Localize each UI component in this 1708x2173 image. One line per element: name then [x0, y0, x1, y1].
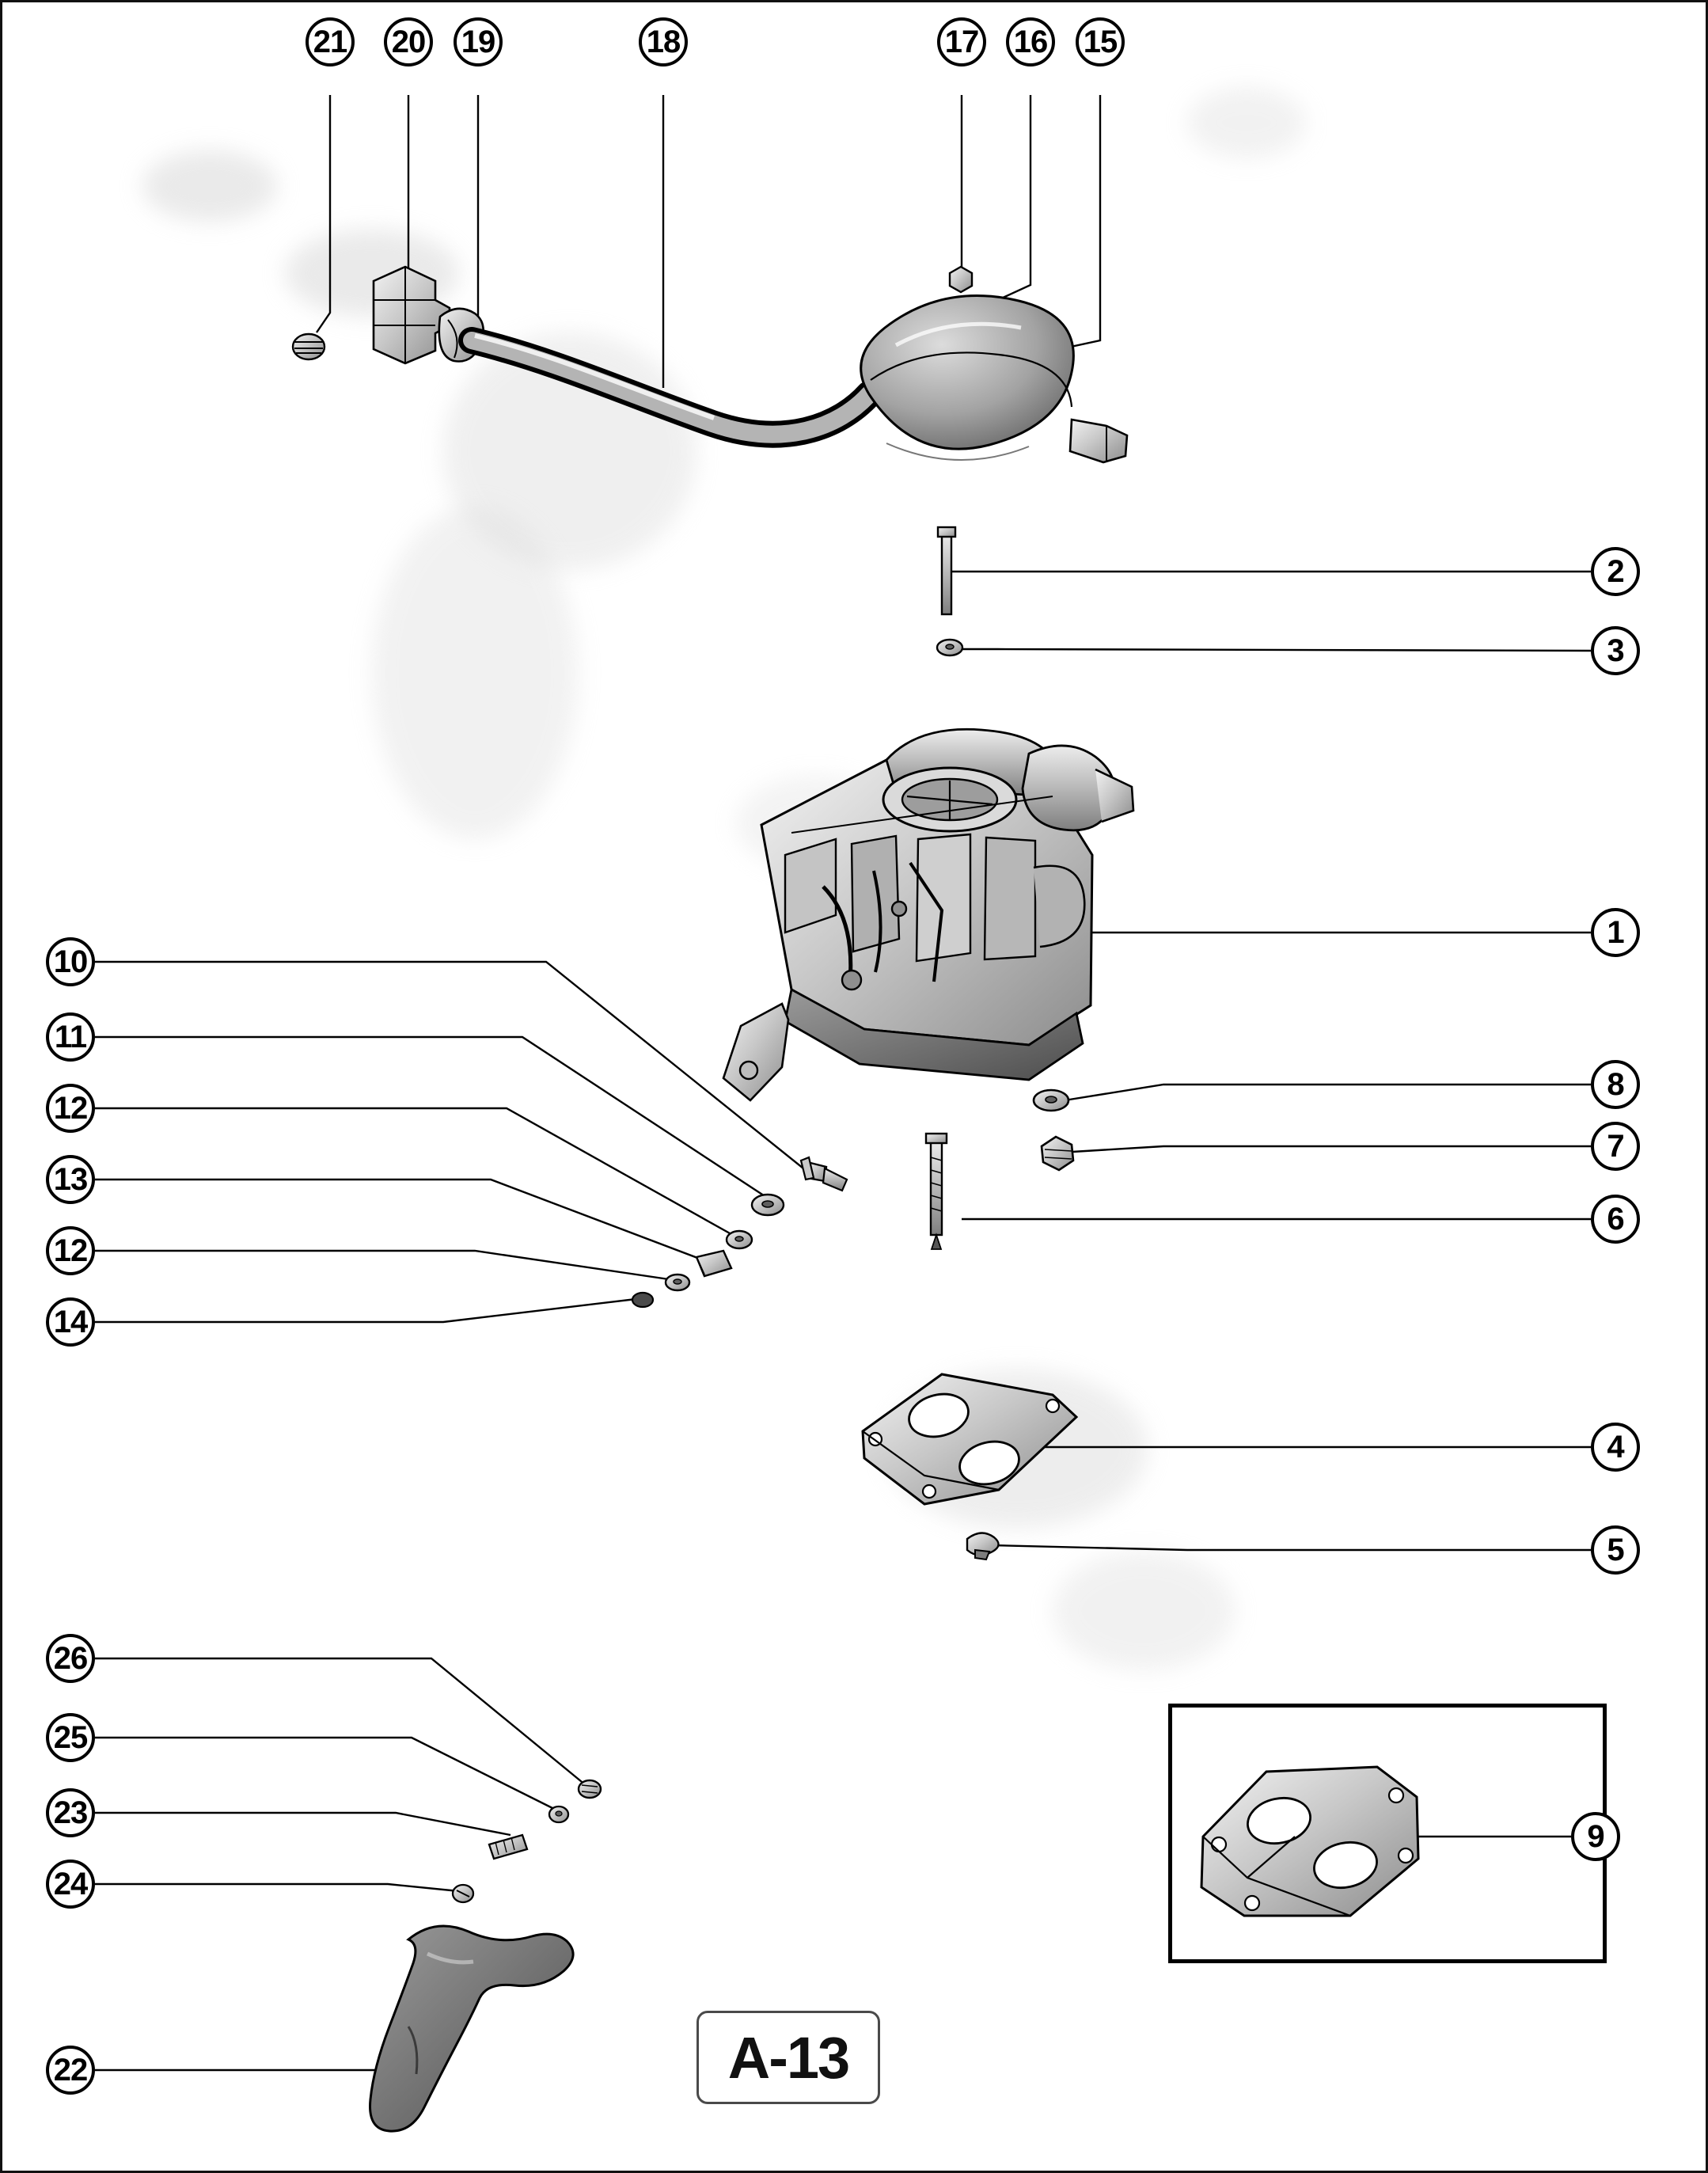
part-18-fuel-hose [472, 336, 869, 435]
part-1-carburetor-assembly [723, 729, 1133, 1100]
callout-label: 5 [1607, 1532, 1624, 1567]
callout-20[interactable] [384, 17, 433, 66]
part-21-nut [293, 334, 325, 359]
callout-label: 26 [53, 1640, 88, 1676]
callout-label: 9 [1587, 1818, 1604, 1854]
callout-label: 1 [1607, 914, 1624, 950]
callout-label: 16 [1013, 24, 1048, 59]
callout-15[interactable] [1076, 17, 1125, 66]
callout-1[interactable] [1591, 908, 1640, 957]
callout-22[interactable] [46, 2046, 95, 2095]
callout-label: 10 [53, 944, 88, 979]
callout-label: 2 [1607, 553, 1624, 589]
callout-label: 15 [1083, 24, 1118, 59]
callout-label: 3 [1607, 633, 1624, 668]
part-26-nut [579, 1780, 601, 1798]
part-13-bushing [696, 1251, 731, 1276]
part-17-nut [950, 267, 972, 292]
part-25-washer [549, 1806, 568, 1822]
part-3-washer [937, 640, 962, 655]
callout-25[interactable] [46, 1713, 95, 1762]
callout-label: 21 [313, 24, 347, 59]
part-22-throttle-lever [370, 1926, 574, 2131]
callout-16[interactable] [1006, 17, 1055, 66]
part-20-fitting [374, 267, 450, 363]
part-10-screw [801, 1157, 847, 1191]
callout-12-lower[interactable] [46, 1226, 95, 1275]
callout-3[interactable] [1591, 626, 1640, 675]
callout-label: 4 [1607, 1429, 1624, 1464]
callout-label: 25 [53, 1719, 88, 1755]
callout-label: 22 [53, 2052, 88, 2088]
part-4-gasket [863, 1374, 1076, 1504]
part-23-pin [489, 1835, 527, 1859]
inset-frame [1168, 1704, 1607, 1963]
callout-18[interactable] [639, 17, 688, 66]
callout-23[interactable] [46, 1788, 95, 1837]
callout-24[interactable] [46, 1860, 95, 1909]
part-7-nut [1042, 1137, 1073, 1170]
callout-label: 23 [53, 1795, 88, 1830]
callout-10[interactable] [46, 937, 95, 986]
part-24-screw [453, 1885, 473, 1902]
callout-label: 24 [53, 1866, 88, 1901]
part-6-long-screw [926, 1134, 947, 1249]
callout-label: 17 [944, 24, 979, 59]
part-12-spacer [666, 1275, 689, 1290]
callout-label: 12 [53, 1233, 88, 1268]
part-5-plug [967, 1533, 999, 1559]
callout-label: 20 [391, 24, 426, 59]
callout-label: 7 [1607, 1128, 1624, 1164]
callout-4[interactable] [1591, 1423, 1640, 1472]
page-code-label: A-13 [727, 2024, 849, 2091]
callout-label: 13 [53, 1161, 88, 1197]
part-15-cover-assembly [861, 296, 1127, 463]
callout-5[interactable] [1591, 1525, 1640, 1575]
callout-8[interactable] [1591, 1060, 1640, 1109]
callout-19[interactable] [454, 17, 503, 66]
callout-13[interactable] [46, 1155, 95, 1204]
callout-label: 19 [461, 24, 495, 59]
callout-26[interactable] [46, 1634, 95, 1683]
callout-11[interactable] [46, 1012, 95, 1062]
callout-7[interactable] [1591, 1122, 1640, 1171]
callout-6[interactable] [1591, 1195, 1640, 1244]
part-14-o-ring [632, 1293, 653, 1307]
callout-label: 8 [1607, 1066, 1624, 1102]
callout-21[interactable] [306, 17, 355, 66]
callout-2[interactable] [1591, 547, 1640, 596]
callout-label: 6 [1607, 1201, 1624, 1237]
callout-label: 14 [53, 1304, 88, 1339]
part-8-washer [1034, 1090, 1068, 1111]
part-12-spacer [727, 1231, 752, 1248]
callout-14[interactable] [46, 1297, 95, 1347]
callout-label: 11 [54, 1019, 87, 1054]
callout-label: 18 [646, 24, 681, 59]
callout-label: 12 [53, 1090, 88, 1126]
part-11-washer [752, 1195, 784, 1215]
callout-9[interactable] [1571, 1812, 1620, 1861]
callout-12-upper[interactable] [46, 1084, 95, 1133]
page-code-badge [696, 2011, 880, 2104]
callout-17[interactable] [937, 17, 986, 66]
